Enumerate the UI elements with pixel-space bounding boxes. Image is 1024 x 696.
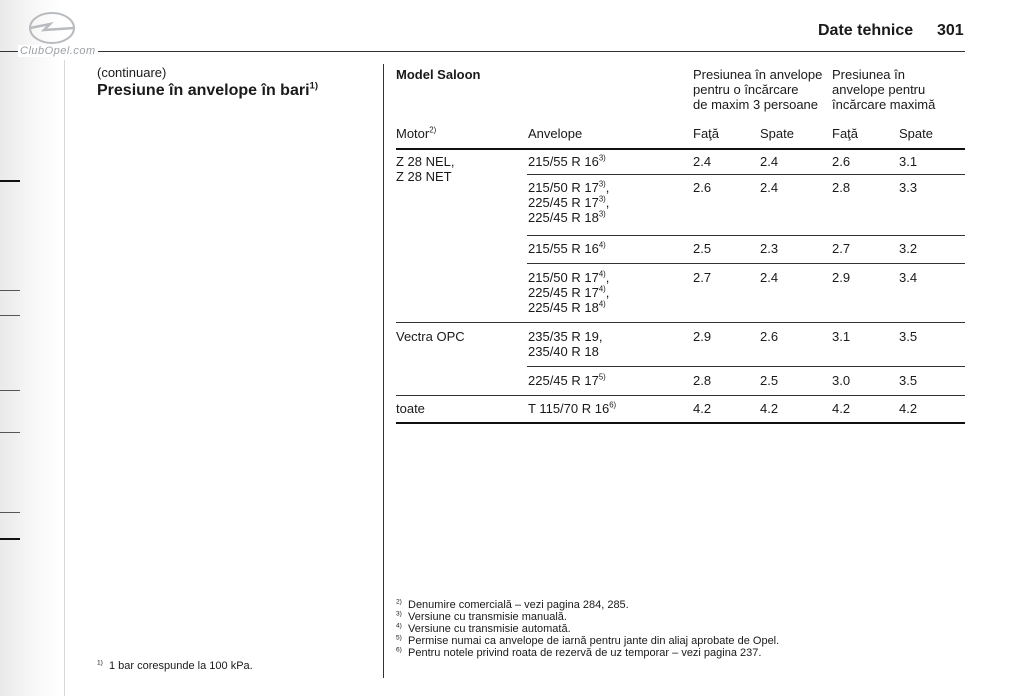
tire-cell bbox=[528, 329, 602, 359]
rear-pressure-3p: 2.5 bbox=[760, 373, 779, 388]
rear-pressure-max: 3.5 bbox=[899, 373, 918, 388]
margin-tick bbox=[0, 538, 20, 540]
footnote-list bbox=[396, 599, 779, 659]
rear-pressure-max: 3.3 bbox=[899, 180, 918, 195]
tire-size-text: 225/45 R 17 bbox=[528, 285, 599, 300]
footnote-ref: 5) bbox=[598, 372, 606, 382]
front-pressure-3p: 4.2 bbox=[693, 401, 712, 416]
separator: , bbox=[605, 285, 610, 300]
rear-pressure-3p: 2.4 bbox=[760, 180, 779, 195]
rear-pressure-3p: 2.6 bbox=[760, 329, 779, 344]
front-pressure-max: 2.9 bbox=[832, 270, 851, 285]
table-rule bbox=[527, 263, 965, 264]
motor-line: Vectra OPC bbox=[396, 329, 465, 344]
footnote-ref: 3) bbox=[598, 194, 606, 204]
margin-tick bbox=[0, 432, 20, 433]
col-header-rear-2: Spate bbox=[899, 126, 933, 141]
margin-tick bbox=[0, 315, 20, 316]
footnote-ref: 4) bbox=[598, 269, 606, 279]
motor-line: Z 28 NEL, bbox=[396, 154, 455, 169]
table-rule bbox=[396, 148, 965, 150]
rear-pressure-max: 4.2 bbox=[899, 401, 918, 416]
page-title: Date tehnice bbox=[818, 22, 914, 39]
tire-size bbox=[528, 300, 609, 315]
column-divider bbox=[383, 64, 384, 678]
col-header-rear-1: Spate bbox=[760, 126, 794, 141]
tire-size-text: 225/45 R 18 bbox=[528, 210, 599, 225]
motor-cell bbox=[396, 154, 455, 184]
front-pressure-3p: 2.6 bbox=[693, 180, 712, 195]
front-pressure-max: 2.8 bbox=[832, 180, 851, 195]
section-title: Presiune în anvelope în bari$^{1)}$ bbox=[97, 80, 319, 99]
col-header-front-2: Faţă bbox=[832, 126, 859, 141]
motor-cell bbox=[396, 401, 425, 416]
tire-size bbox=[528, 373, 606, 388]
tire-size-text: 215/50 R 17 bbox=[528, 180, 599, 195]
front-pressure-3p: 2.4 bbox=[693, 154, 712, 169]
tire-size bbox=[528, 180, 609, 195]
header-rule bbox=[0, 51, 965, 52]
continuation-label: (continuare) bbox=[97, 65, 167, 80]
footnote-ref: 6) bbox=[609, 400, 617, 410]
front-pressure-max: 2.6 bbox=[832, 154, 851, 169]
group-header-3-persons: Presiunea în anvelope pentru o încărcare de maxim 3 persoane bbox=[693, 67, 823, 112]
motor-line: toate bbox=[396, 401, 425, 416]
tire-cell bbox=[528, 154, 606, 169]
separator: , bbox=[605, 180, 610, 195]
rear-pressure-3p: 2.4 bbox=[760, 270, 779, 285]
footnote-ref: 3) bbox=[598, 179, 606, 189]
margin-tick bbox=[0, 290, 20, 291]
footnote-ref: 1) bbox=[309, 80, 319, 92]
rear-pressure-max: 3.4 bbox=[899, 270, 918, 285]
front-pressure-max: 2.7 bbox=[832, 241, 851, 256]
tire-cell bbox=[528, 180, 609, 225]
footnote-ref: 3) bbox=[598, 153, 606, 163]
rear-pressure-3p: 2.4 bbox=[760, 154, 779, 169]
tire-size-text: 225/45 R 17 bbox=[528, 373, 599, 388]
tire-size bbox=[528, 210, 609, 225]
rear-pressure-max: 3.5 bbox=[899, 329, 918, 344]
table-rule bbox=[527, 235, 965, 236]
front-pressure-3p: 2.5 bbox=[693, 241, 712, 256]
tire-size bbox=[528, 329, 602, 344]
table-rule bbox=[396, 322, 965, 323]
binding-line bbox=[64, 60, 65, 696]
tire-size-text: 235/40 R 18 bbox=[528, 344, 599, 359]
footnote: $^{4)}$ Versiune cu transmisie automată. bbox=[396, 622, 571, 635]
rear-pressure-max: 3.1 bbox=[899, 154, 918, 169]
footnote-ref: 4) bbox=[598, 240, 606, 250]
front-pressure-max: 3.1 bbox=[832, 329, 851, 344]
tire-size bbox=[528, 285, 609, 300]
front-pressure-max: 4.2 bbox=[832, 401, 851, 416]
tire-size-text: 215/50 R 17 bbox=[528, 270, 599, 285]
motor-line: Z 28 NET bbox=[396, 169, 452, 184]
rear-pressure-max: 3.2 bbox=[899, 241, 918, 256]
motor-cell bbox=[396, 329, 465, 344]
separator: , bbox=[605, 270, 610, 285]
rear-pressure-3p: 4.2 bbox=[760, 401, 779, 416]
footnote: $^{6)}$ Pentru notele privind roata de rezervă de uz temporar – vezi pagina 237. bbox=[396, 646, 762, 659]
tire-cell bbox=[528, 401, 616, 416]
margin-tick bbox=[0, 512, 20, 513]
footnote-ref: 4) bbox=[598, 299, 606, 309]
table-rule bbox=[396, 422, 965, 424]
margin-tick bbox=[0, 180, 20, 182]
tire-size bbox=[528, 195, 609, 210]
footnote: $^{2)}$ Denumire comercială – vezi pagina 284, 285. bbox=[396, 598, 629, 611]
tire-size-text: 215/55 R 16 bbox=[528, 154, 599, 169]
page-number: 301 bbox=[937, 22, 964, 39]
tire-size-text: T 115/70 R 16 bbox=[528, 401, 610, 416]
front-pressure-max: 3.0 bbox=[832, 373, 851, 388]
group-header-max-load: Presiunea în anvelope pentru încărcare maximă bbox=[832, 67, 936, 112]
tire-size bbox=[528, 401, 616, 416]
table-rule bbox=[527, 366, 965, 367]
footnote: $^{3)}$ Versiune cu transmisie manuală. bbox=[396, 610, 567, 623]
separator: , bbox=[605, 195, 610, 210]
tire-size bbox=[528, 270, 609, 285]
rear-pressure-3p: 2.3 bbox=[760, 241, 779, 256]
tire-size-text: 225/45 R 18 bbox=[528, 300, 599, 315]
front-pressure-3p: 2.9 bbox=[693, 329, 712, 344]
footnote-ref: 4) bbox=[598, 284, 606, 294]
tire-size bbox=[528, 154, 606, 169]
tire-size bbox=[528, 344, 602, 359]
table-rule bbox=[396, 395, 965, 396]
front-pressure-3p: 2.8 bbox=[693, 373, 712, 388]
table-rule bbox=[527, 174, 965, 175]
tire-cell bbox=[528, 373, 606, 388]
binding-gutter bbox=[0, 0, 70, 696]
margin-tick bbox=[0, 390, 20, 391]
left-footnote: $^{1)}$ 1 bar corespunde la 100 kPa. bbox=[97, 659, 253, 672]
tire-cell bbox=[528, 241, 606, 256]
model-label: Model Saloon bbox=[396, 67, 481, 82]
tire-cell bbox=[528, 270, 609, 315]
front-pressure-3p: 2.7 bbox=[693, 270, 712, 285]
tire-size-text: 215/55 R 16 bbox=[528, 241, 599, 256]
col-header-front-1: Faţă bbox=[693, 126, 720, 141]
footnote: $^{5)}$ Permise numai ca anvelope de iarnă pentru jante din aliaj aprobate de Opel. bbox=[396, 634, 780, 647]
footnote-ref: 3) bbox=[598, 209, 606, 219]
tire-size-text: 225/45 R 17 bbox=[528, 195, 599, 210]
tire-size-text: 235/35 R 19, bbox=[528, 329, 603, 344]
logo-text: ClubOpel.com bbox=[20, 45, 96, 57]
col-header-motor: Motor$^{2)}$ bbox=[396, 125, 437, 141]
col-header-tires: Anvelope bbox=[528, 126, 583, 141]
tire-size bbox=[528, 241, 606, 256]
